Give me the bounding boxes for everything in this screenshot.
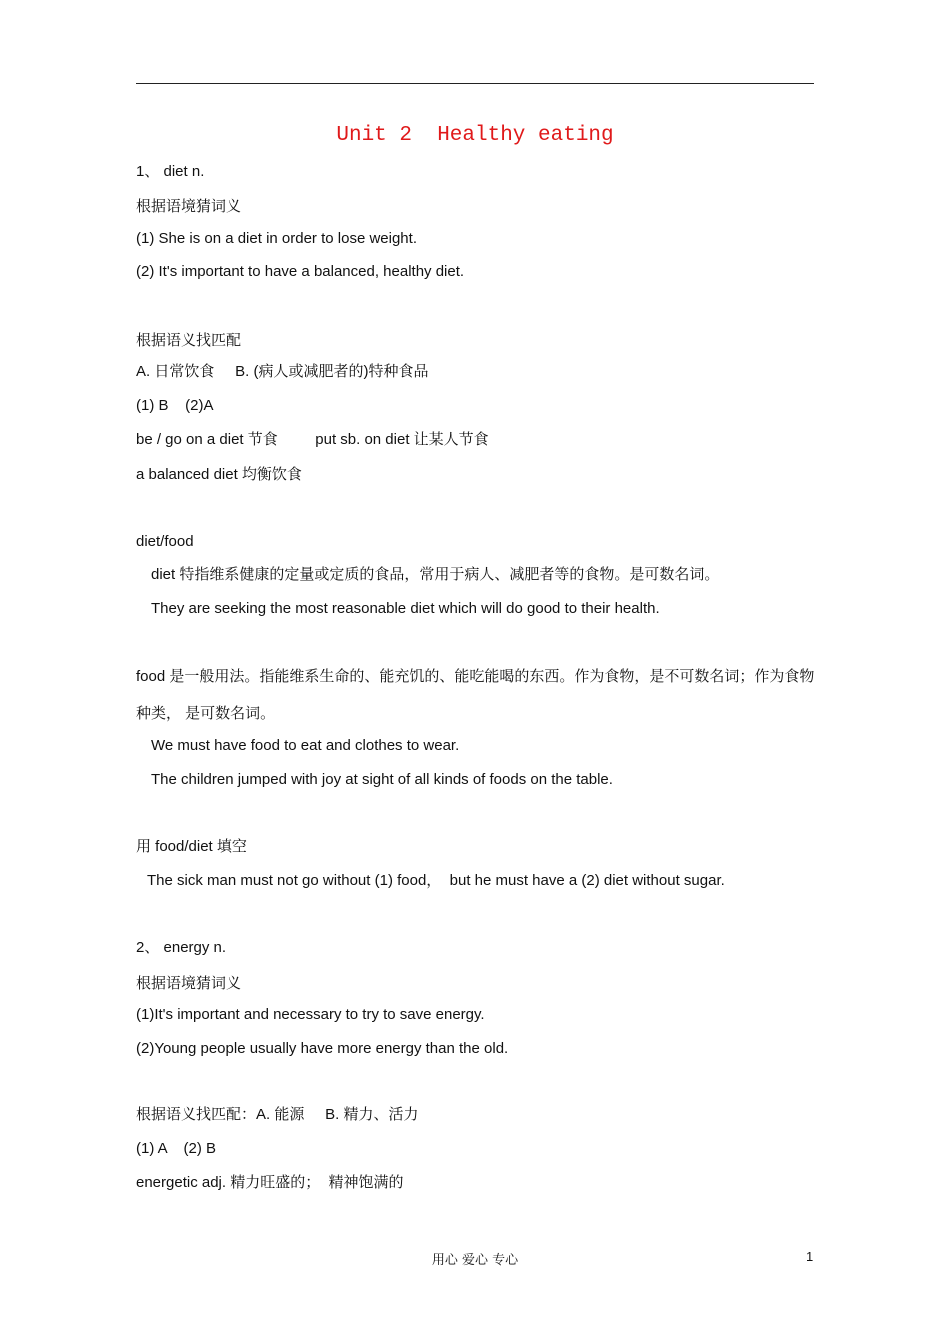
text-line: (1)It's important and necessary to try to save energy. bbox=[136, 1006, 485, 1023]
text-line: A. 日常饮食 B. (病人或减肥者的)特种食品 bbox=[136, 363, 429, 380]
text-line: 根据语境猜词义 bbox=[136, 974, 242, 992]
text-line: They are seeking the most reasonable diet which will do good to their health. bbox=[151, 600, 660, 617]
text-line: diet/food bbox=[136, 533, 194, 550]
text-line: energetic adj. 精力旺盛的； 精神饱满的 bbox=[136, 1174, 404, 1191]
page-number: 1 bbox=[806, 1249, 814, 1264]
text-paragraph: food 是一般用法。指能维系生命的、能充饥的、能吃能喝的东西。作为食物，是不可数名词；作为食物种类， 是可数名词。 bbox=[136, 668, 815, 722]
section-heading-energy: 2、 energy n. bbox=[136, 939, 227, 956]
text-line: (2)Young people usually have more energy than the old. bbox=[136, 1040, 509, 1057]
text-line: 根据语义找匹配 bbox=[136, 331, 242, 349]
section-heading-diet: 1、 diet n. bbox=[136, 163, 205, 180]
text-line: diet 特指维系健康的定量或定质的食品，常用于病人、减肥者等的食物。是可数名词。 bbox=[151, 566, 720, 583]
page-title: Unit 2 Healthy eating bbox=[336, 124, 614, 147]
text-line: (2) It's important to have a balanced, healthy diet. bbox=[136, 263, 465, 280]
text-line: (1) A (2) B bbox=[136, 1140, 217, 1157]
text-line: The sick man must not go without (1) food， but he must have a (2) diet without sugar. bbox=[147, 872, 725, 889]
text-line: (1) B (2)A bbox=[136, 397, 214, 414]
text-line: (1) She is on a diet in order to lose weight. bbox=[136, 230, 417, 247]
text-line: a balanced diet 均衡饮食 bbox=[136, 466, 302, 483]
text-line: be / go on a diet 节食 put sb. on diet 让某人节食 bbox=[136, 431, 489, 448]
text-line: We must have food to eat and clothes to wear. bbox=[151, 737, 460, 754]
text-line: 用 food/diet 填空 bbox=[136, 838, 247, 855]
header-rule bbox=[136, 83, 814, 84]
text-line: The children jumped with joy at sight of all kinds of foods on the table. bbox=[151, 771, 613, 788]
text-line: 根据语义找匹配：A. 能源 B. 精力、活力 bbox=[136, 1106, 419, 1123]
text-line: 根据语境猜词义 bbox=[136, 197, 242, 215]
footer-text: 用心 爱心 专心 bbox=[431, 1253, 519, 1268]
